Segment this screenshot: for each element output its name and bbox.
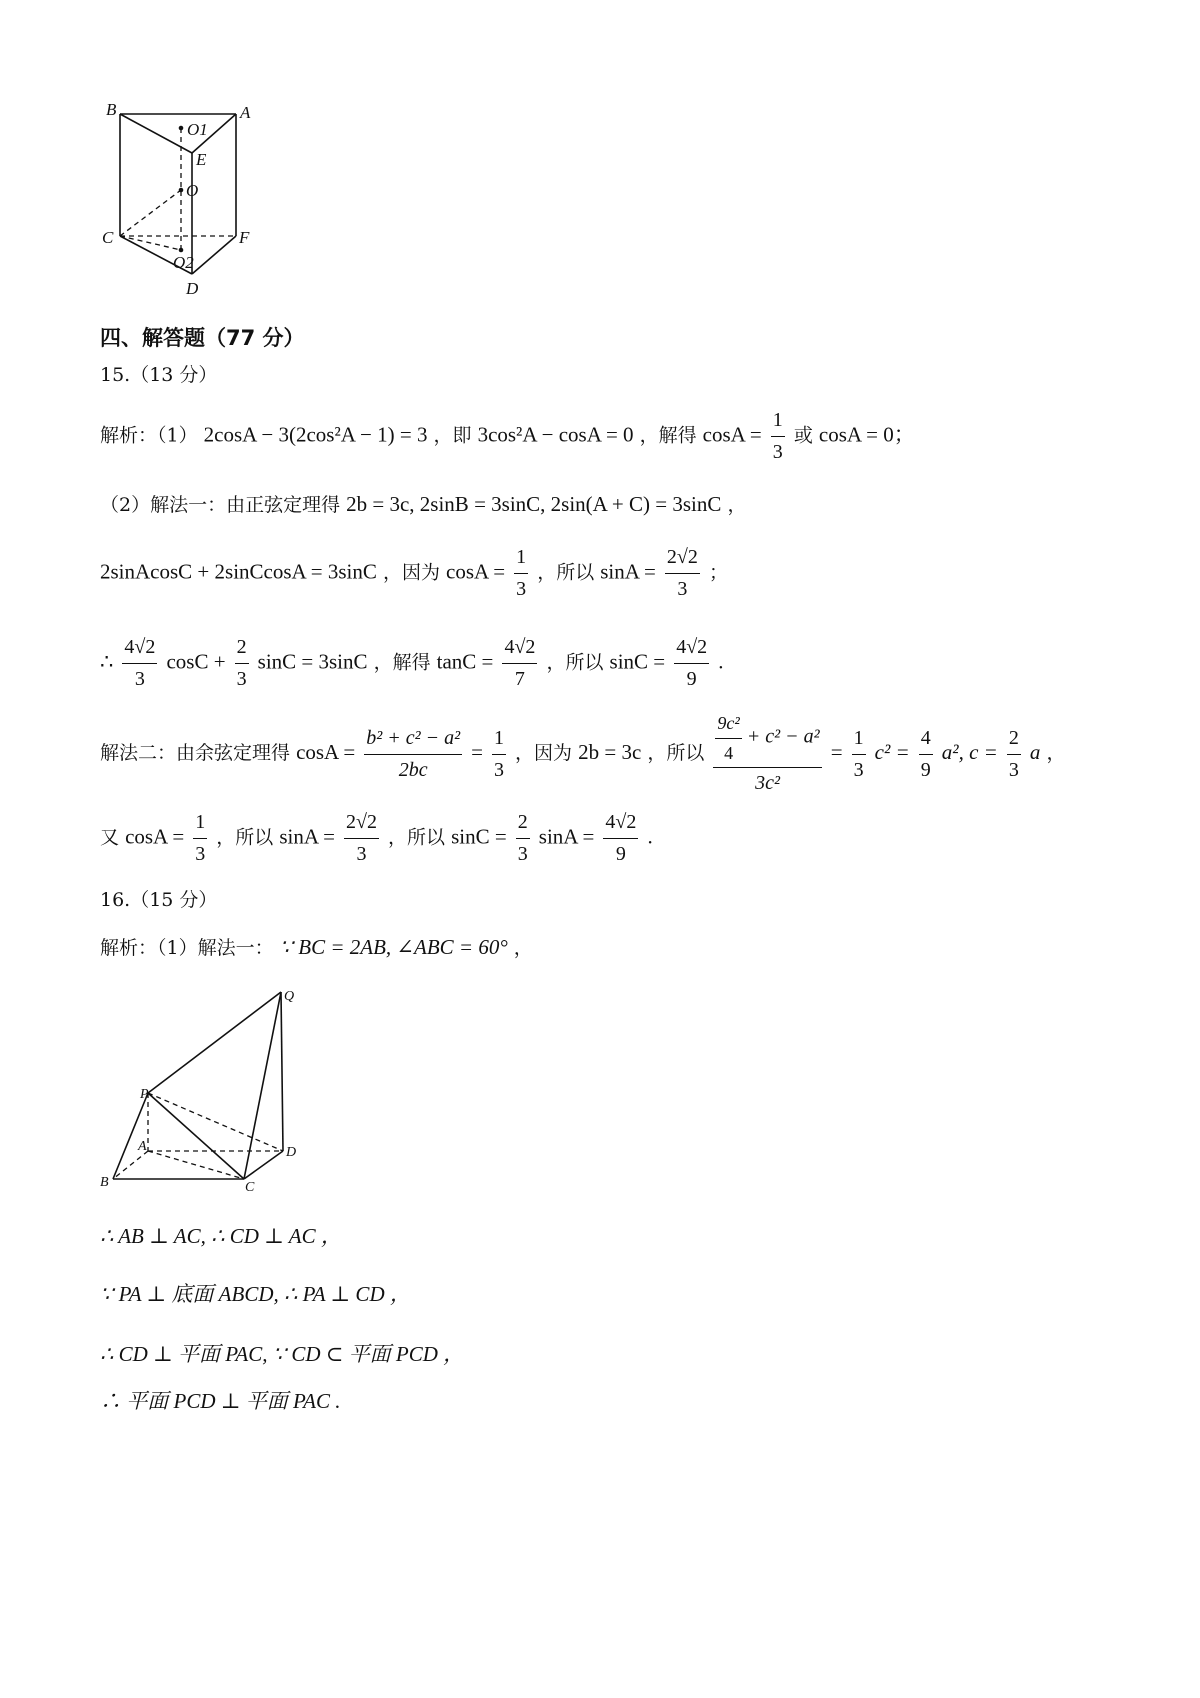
q15-header: 15.（13 分） [100,364,218,386]
q15-line5: 解法二：由余弦定理得 cosA = $\frac{\text{b² + c² − a²}}{2bc}$ = $\frac{1}{3}$ ，因为 2b = 3c ，所以 $\frac{\text{9c²}}{4}$ + c² − a² 3c² = $\frac{1}{3}$ c² = $\frac{4}{9}$ a², c = $\frac{2}{3}$ a ， [100,713,1066,794]
pyramid-figure [95,980,315,1195]
q15-line2: （2）解法一：由正弦定理得 2b = 3c, 2sinB = 3sinC, 2sin(A + C) = 3sinC ， [100,492,747,516]
q15-line1: 解析：（1） 2cosA − 3(2cos²A − 1) = 3 ，即 3cos²A − cosA = 0 ，解得 cosA = $\frac{1}{3}$ 或 cosA = 0； [100,409,915,463]
q16-header: 16.（15 分） [100,889,218,911]
pyramid-label-p: P [140,1087,149,1102]
pyramid-label-q: Q [284,989,295,1004]
prism-label-o1: O1 [187,120,208,139]
q16-line3: ∵ PA ⊥ 底面 ABCD, ∴ PA ⊥ CD ， [100,1282,411,1306]
pyramid-label-b: B [100,1175,109,1190]
prism-label-c: C [102,228,114,247]
prism-label-a: A [240,103,251,122]
q15-line4: ∴ $\frac{4√2}{3}$ cosC + $\frac{2}{3}$ sinC = 3sinC ，解得 tanC = $\frac{4√2}{7}$ ，所以 sinC = $\frac{4√2}{9}$ . [100,636,724,690]
q16-line5: ∴ 平面 PCD ⊥ 平面 PAC . [100,1389,341,1413]
prism-label-e: E [196,150,207,169]
prism-label-b: B [106,100,117,119]
pyramid-label-a: A [138,1139,147,1154]
prism-label-f: F [239,228,250,247]
pyramid-label-c: C [245,1180,255,1195]
pyramid-label-d: D [286,1145,297,1160]
prism-label-o2: O2 [173,253,194,272]
q15-line3: 2sinAcosC + 2sinCcosA = 3sinC ，因为 cosA = $\frac{1}{3}$ ，所以 sinA = $\frac{2√2}{3}$ ； [100,546,728,600]
q15-line6: 又 cosA = $\frac{1}{3}$ ，所以 sinA = $\frac{2√2}{3}$ ，所以 sinC = $\frac{2}{3}$ sinA = $\frac{4√2}{9}$ . [100,811,653,865]
q16-line1: 解析：（1）解法一： ∵ BC = 2AB, ∠ABC = 60° ， [100,935,533,959]
prism-label-d: D [186,279,199,298]
q16-line2: ∴ AB ⊥ AC, ∴ CD ⊥ AC ， [100,1224,342,1248]
q16-line4: ∴ CD ⊥ 平面 PAC, ∵ CD ⊂ 平面 PCD ， [100,1342,465,1366]
section-title: 四、解答题（77 分） [100,326,305,350]
prism-label-o: O [186,181,199,200]
prism-figure [100,95,280,305]
